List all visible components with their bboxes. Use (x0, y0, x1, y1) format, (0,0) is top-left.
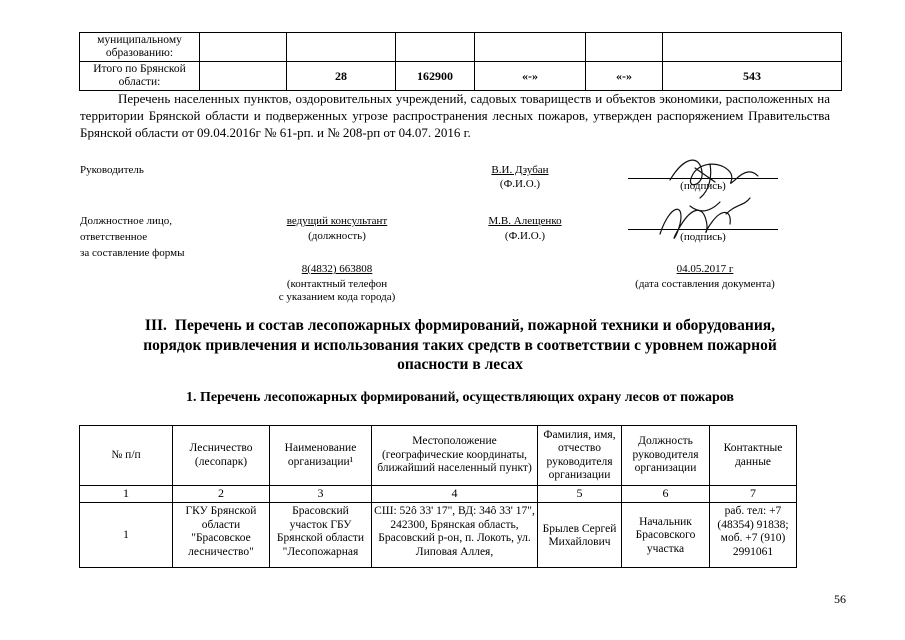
official-fio-caption: (Ф.И.О.) (504, 230, 546, 242)
table-row (80, 503, 797, 568)
column-header: № п/п (80, 426, 173, 486)
official-signature-scribble (640, 194, 770, 250)
column-number: 2 (173, 486, 270, 503)
column-number: 3 (270, 486, 372, 503)
official-name: М.В. Алещенко (488, 215, 562, 227)
section-title-line2: порядок привлечения и использования таких средств в соответствии с уровнем пожарной (143, 336, 777, 354)
cell-location: СШ: 52ô 33' 17", ВД: 34ô 33' 17", 242300, Брянская область, Брасовский р-он, п. Локоть, ул. Липовая Аллея, (372, 503, 538, 568)
cell-head-position: Начальник Брасовского участка (622, 503, 710, 568)
official-label-2: ответственное (80, 231, 148, 243)
column-header: Местоположение (географические координаты, ближайший населенный пункт) (372, 426, 538, 486)
column-header: Фамилия, имя, отчество руководителя организации (538, 426, 622, 486)
head-signature-caption: (подпись) (680, 180, 726, 192)
date: 04.05.2017 г (676, 263, 734, 275)
cell-organization: Брасовский участок ГБУ Брянской области "Лесопожарная (270, 503, 372, 568)
summary-table (79, 32, 842, 91)
row-label: муниципальному образованию: (80, 33, 200, 62)
table-header-row (80, 426, 797, 486)
head-label: Руководитель (80, 164, 144, 176)
column-header: Лесничество (лесопарк) (173, 426, 270, 486)
column-header: Контактные данные (710, 426, 797, 486)
total-value-4: «-» (586, 62, 663, 91)
fire-units-table (79, 425, 797, 568)
column-number: 4 (372, 486, 538, 503)
official-position: ведущий консультант (286, 215, 388, 227)
official-signature-caption: (подпись) (680, 231, 726, 243)
phone-caption-1: (контактный телефон (286, 278, 388, 290)
head-name: В.И. Дзубан (491, 164, 549, 176)
column-number: 7 (710, 486, 797, 503)
total-value-2: 162900 (396, 62, 475, 91)
total-value-1: 28 (287, 62, 396, 91)
official-label-1: Должностное лицо, (80, 215, 172, 227)
table-row-total (80, 62, 842, 91)
column-number: 1 (80, 486, 173, 503)
column-number: 6 (622, 486, 710, 503)
phone-caption-2: с указанием кода города) (278, 291, 396, 303)
head-fio-caption: (Ф.И.О.) (499, 178, 541, 190)
cell-num: 1 (80, 503, 173, 568)
section-title-line1: Перечень и состав лесопожарных формирований, пожарной техники и оборудования, (174, 317, 776, 334)
phone: 8(4832) 663808 (301, 263, 373, 275)
total-value-3: «-» (475, 62, 586, 91)
cell-head-name: Брылев Сергей Михайлович (538, 503, 622, 568)
official-label-3: за составление формы (80, 247, 185, 259)
cell-contacts: раб. тел: +7 (48354) 91838; моб. +7 (910) 2991061 (710, 503, 797, 568)
settlements-paragraph: Перечень населенных пунктов, оздоровительных учреждений, садовых товариществ и объектов экономики, расположенных на территории Брянской области и подверженных угрозе распространения лесных пожаров, утвержден распоряжением Правительства Брянской области от 09.04.2016г № 61-рп. и № 208-рп от 04.07. 2016 г. (80, 91, 830, 140)
date-caption: (дата составления документа) (635, 278, 775, 290)
position-caption: (должность) (308, 230, 366, 242)
total-label: Итого по Брянской области: (80, 62, 200, 91)
section-heading (80, 316, 840, 375)
column-header: Наименование организации¹ (270, 426, 372, 486)
column-number-row (80, 486, 797, 503)
section-number: III. (144, 317, 167, 334)
column-number: 5 (538, 486, 622, 503)
cell-forestry: ГКУ Брянской области "Брасовское лесничество" (173, 503, 270, 568)
total-value-5: 543 (663, 62, 842, 91)
page-number: 56 (834, 592, 846, 606)
section-title-line3: опасности в лесах (397, 356, 523, 373)
section-subtitle: 1. Перечень лесопожарных формирований, осуществляющих охрану лесов от пожаров (186, 390, 734, 405)
table-row (80, 33, 842, 62)
column-header: Должность руководителя организации (622, 426, 710, 486)
